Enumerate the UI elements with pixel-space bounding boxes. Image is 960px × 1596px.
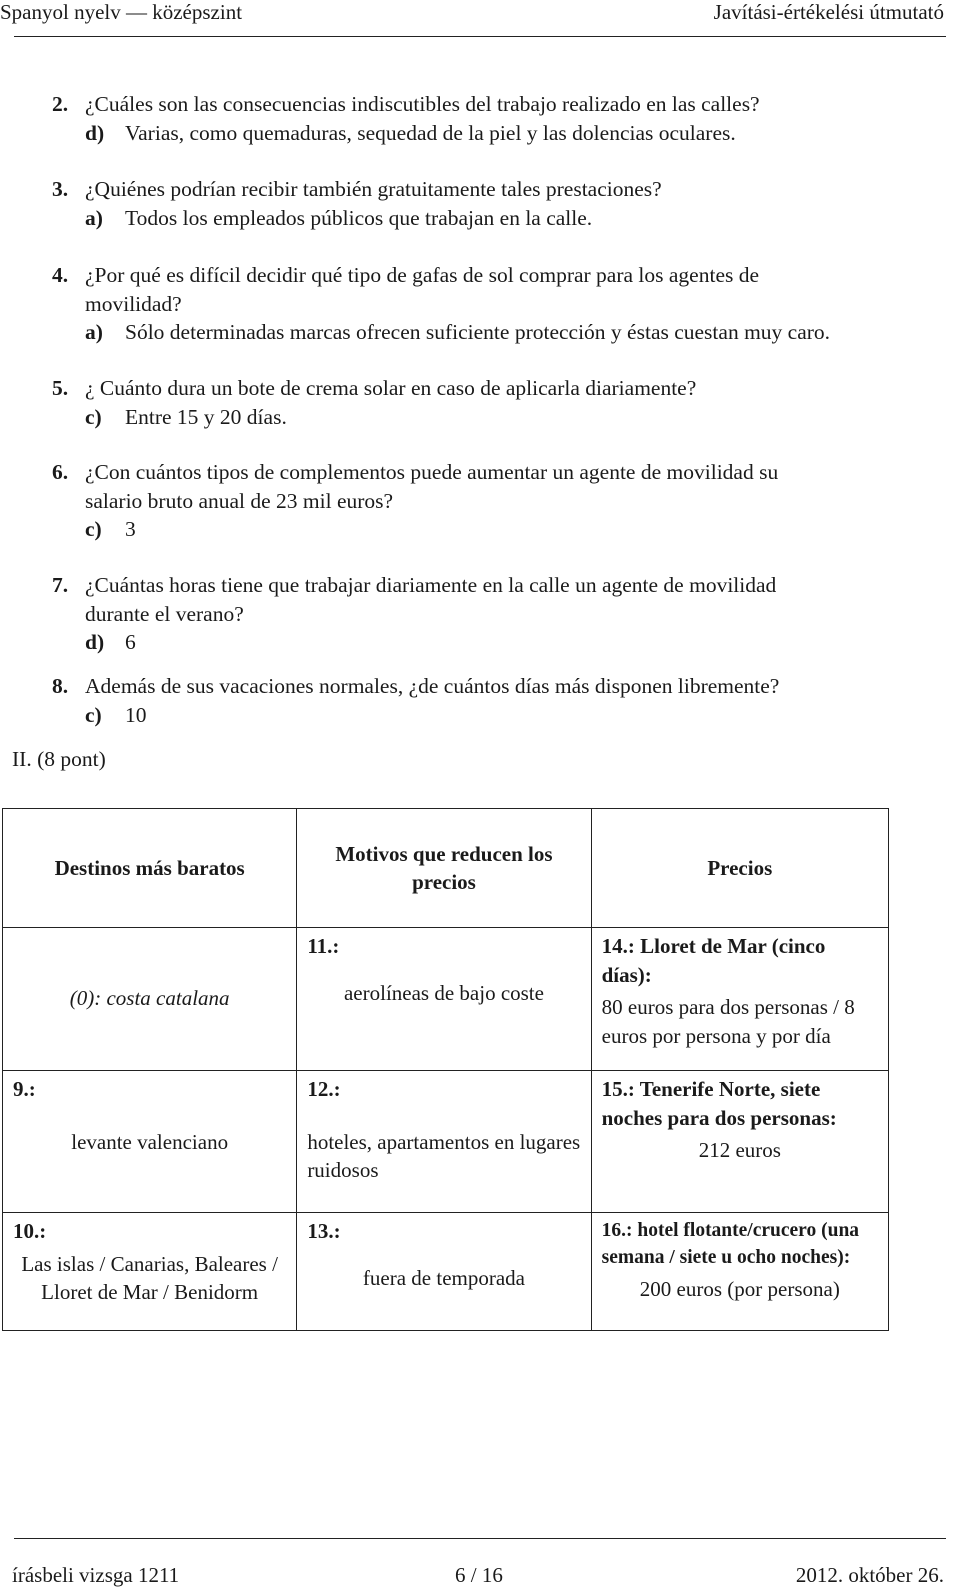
column-header: Precios — [591, 809, 888, 928]
cell-number: 12.: — [307, 1077, 341, 1101]
footer-date: 2012. október 26. — [795, 1563, 944, 1587]
cell-answer: fuera de temporada — [362, 1265, 525, 1290]
question-2 — [52, 90, 760, 147]
answer-letter: c) — [85, 702, 102, 727]
footer-divider — [14, 1538, 946, 1539]
table-cell — [3, 1071, 297, 1213]
question-text: ¿Por qué es difícil decidir qué tipo de gafas de sol comprar para los agentes de — [85, 263, 760, 287]
answer-text: 3 — [125, 517, 136, 541]
question-text-continued: durante el verano? — [85, 601, 244, 626]
table-cell — [3, 1213, 297, 1331]
question-number: 5. — [52, 376, 69, 400]
question-number: 2. — [52, 92, 69, 116]
cell-answer: Las islas / Canarias, Baleares / Lloret de Mar / Benidorm — [21, 1251, 278, 1304]
cell-number: 13.: — [307, 1219, 341, 1243]
question-7 — [52, 571, 776, 657]
cell-number: 14.: Lloret de Mar (cinco días): — [601, 934, 826, 987]
question-text: ¿Quiénes podrían recibir también gratuitamente tales prestaciones? — [85, 177, 662, 201]
answer-text: 10 — [125, 702, 147, 727]
table-cell — [591, 1213, 888, 1331]
column-header: Destinos más baratos — [3, 809, 297, 928]
table-cell — [3, 928, 297, 1071]
table-cell — [591, 1071, 888, 1213]
question-text: ¿Con cuántos tipos de complementos puede aumentar un agente de movilidad su — [85, 460, 779, 484]
answer-text: Varias, como quemaduras, sequedad de la piel y las dolencias oculares. — [125, 120, 736, 145]
answer-text: Entre 15 y 20 días. — [125, 404, 287, 429]
column-header — [297, 809, 591, 928]
page-number: 6 / 16 — [455, 1563, 503, 1587]
answer-letter: a) — [85, 205, 103, 230]
answer-text: Sólo determinadas marcas ofrecen suficiente protección y éstas cuestan muy caro. — [125, 320, 831, 344]
answer-table — [2, 808, 889, 1331]
table-cell — [297, 928, 591, 1071]
question-text: ¿ Cuánto dura un bote de crema solar en caso de aplicarla diariamente? — [85, 376, 697, 400]
answer-letter: d) — [85, 120, 105, 145]
answer-text: Todos los empleados públicos que trabajan en la calle. — [125, 205, 593, 230]
header-subject: Spanyol nyelv — középszint — [0, 0, 243, 24]
table-cell — [297, 1213, 591, 1331]
cell-answer: 212 euros — [698, 1138, 781, 1162]
cell-answer: levante valenciano — [71, 1129, 229, 1154]
header-title: Javítási-értékelési útmutató — [713, 0, 944, 24]
question-text: ¿Cuántas horas tiene que trabajar diariamente en la calle un agente de movilidad — [85, 573, 777, 597]
question-number: 7. — [52, 573, 69, 597]
question-6 — [52, 458, 778, 544]
question-5 — [52, 374, 696, 431]
question-text: Además de sus vacaciones normales, ¿de cuántos días más disponen libremente? — [85, 674, 780, 698]
table-row — [3, 1071, 889, 1213]
answer-letter: d) — [85, 630, 105, 654]
table-row — [3, 928, 889, 1071]
question-number: 4. — [52, 263, 69, 287]
cell-number: 10.: — [13, 1219, 47, 1243]
table-header-row — [3, 809, 889, 928]
table-row — [3, 1213, 889, 1331]
table-cell — [591, 928, 888, 1071]
question-text-continued: movilidad? — [85, 291, 182, 316]
table-cell — [297, 1071, 591, 1213]
section-heading: II. (8 pont) — [12, 747, 106, 771]
cell-number: 15.: Tenerife Norte, siete noches para dos personas: — [601, 1077, 837, 1130]
cell-answer: (0): costa catalana — [69, 986, 230, 1010]
question-text: ¿Cuáles son las consecuencias indiscutibles del trabajo realizado en las calles? — [85, 92, 760, 116]
answer-text: 6 — [125, 630, 136, 654]
cell-answer: hoteles, apartamentos en lugares ruidosos — [307, 1129, 581, 1182]
page-header — [0, 0, 960, 30]
question-3 — [52, 175, 662, 232]
cell-number: 9.: — [13, 1077, 36, 1101]
question-8 — [52, 672, 779, 729]
question-number: 3. — [52, 177, 69, 201]
question-number: 6. — [52, 460, 69, 484]
footer-exam-code: írásbeli vizsga 1211 — [12, 1563, 180, 1587]
question-text-continued: salario bruto anual de 23 mil euros? — [85, 488, 394, 513]
cell-answer: 200 euros (por persona) — [639, 1277, 840, 1301]
cell-answer: aerolíneas de bajo coste — [343, 980, 544, 1005]
answer-letter: c) — [85, 404, 102, 429]
column-header-text: Motivos que reducen los precios — [335, 841, 553, 894]
cell-number: 16.: hotel flotante/crucero (una semana / siete u ocho noches): — [601, 1220, 860, 1268]
cell-number: 11.: — [307, 934, 340, 958]
answer-letter: a) — [85, 320, 103, 344]
question-number: 8. — [52, 674, 69, 698]
question-4 — [52, 261, 830, 347]
cell-answer: 80 euros para dos personas / 8 euros por persona y por día — [601, 995, 855, 1048]
answer-letter: c) — [85, 517, 102, 541]
header-divider — [14, 36, 946, 37]
